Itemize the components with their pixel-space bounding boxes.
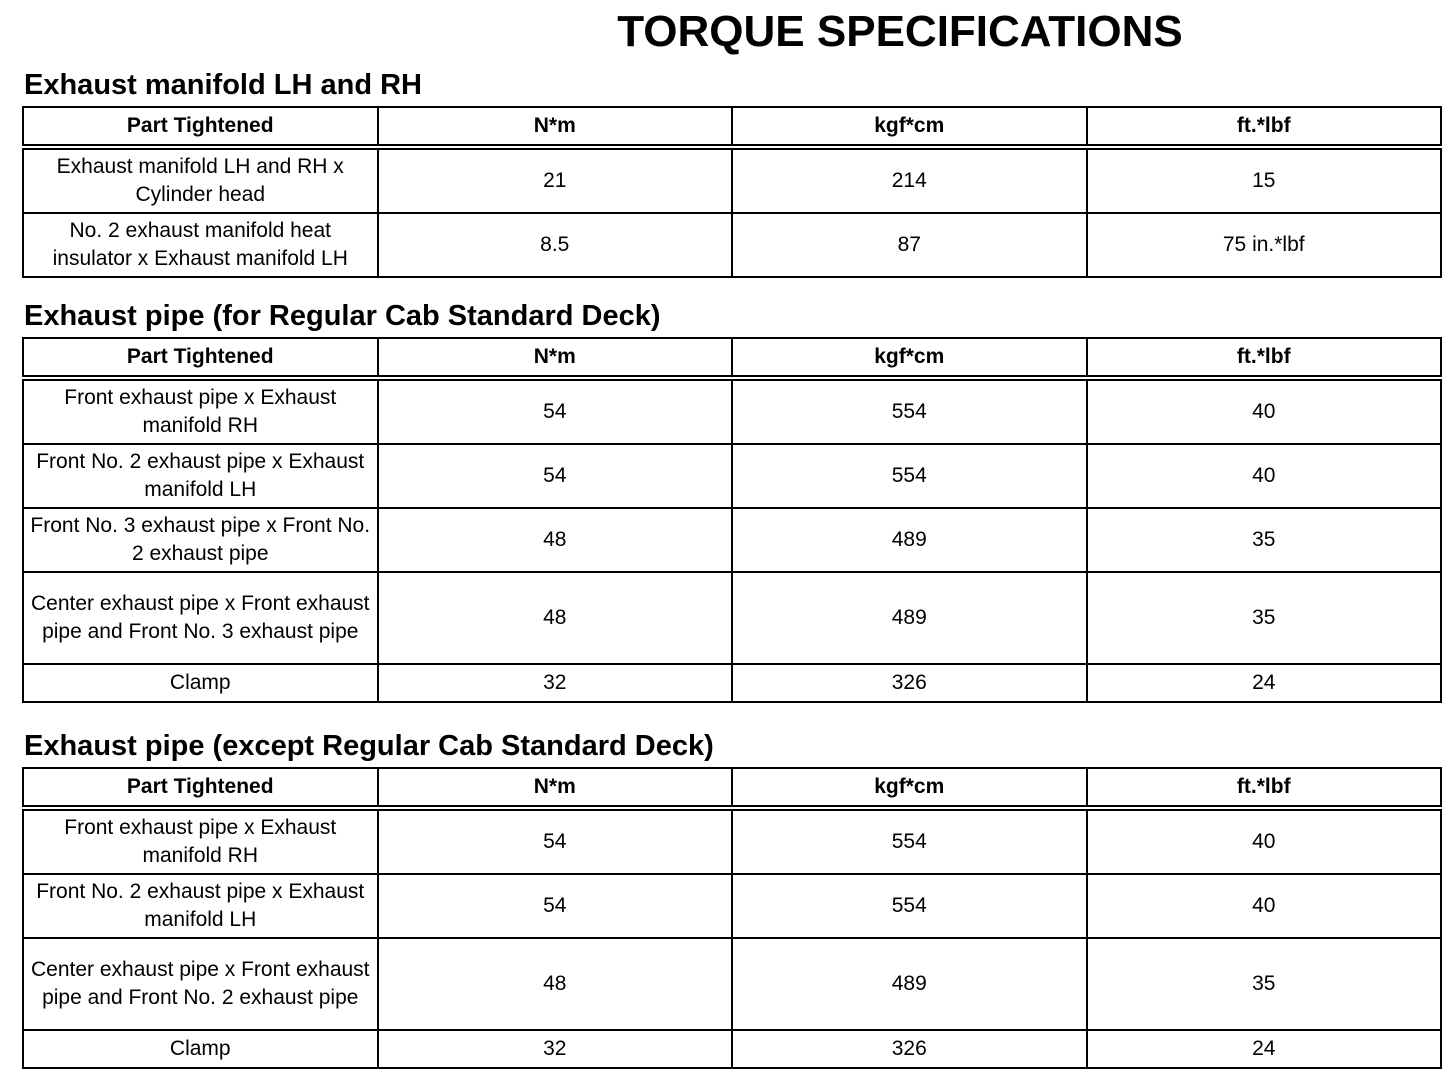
kgfcm-cell: 554	[732, 444, 1087, 508]
table-header-row	[23, 768, 1441, 808]
column-header-ftlbf: ft.*lbf	[1087, 338, 1442, 378]
column-header-nm: N*m	[378, 107, 733, 147]
kgfcm-cell: 326	[732, 1030, 1087, 1068]
column-header-nm: N*m	[378, 768, 733, 808]
table-row	[23, 444, 1441, 508]
nm-cell: 21	[378, 147, 733, 213]
part-cell: Center exhaust pipe x Front exhaust pipe and Front No. 2 exhaust pipe	[23, 938, 378, 1030]
nm-cell: 54	[378, 378, 733, 444]
column-header-kgfcm: kgf*cm	[732, 768, 1087, 808]
nm-cell: 54	[378, 444, 733, 508]
column-header-nm: N*m	[378, 338, 733, 378]
table-header-row	[23, 338, 1441, 378]
table-row	[23, 572, 1441, 664]
part-cell: Front No. 2 exhaust pipe x Exhaust manifold LH	[23, 444, 378, 508]
kgfcm-cell: 554	[732, 378, 1087, 444]
ftlbf-cell: 40	[1087, 378, 1442, 444]
part-cell: Front exhaust pipe x Exhaust manifold RH	[23, 808, 378, 874]
table-row	[23, 938, 1441, 1030]
part-cell: No. 2 exhaust manifold heat insulator x Exhaust manifold LH	[23, 213, 378, 277]
table-row	[23, 378, 1441, 444]
nm-cell: 8.5	[378, 213, 733, 277]
kgfcm-cell: 326	[732, 664, 1087, 702]
table-row	[23, 664, 1441, 702]
ftlbf-cell: 40	[1087, 444, 1442, 508]
nm-cell: 48	[378, 572, 733, 664]
kgfcm-cell: 87	[732, 213, 1087, 277]
ftlbf-cell: 24	[1087, 664, 1442, 702]
kgfcm-cell: 554	[732, 808, 1087, 874]
column-header-ftlbf: ft.*lbf	[1087, 768, 1442, 808]
section-heading-exhaust-pipe-except-regular-cab: Exhaust pipe (except Regular Cab Standard Deck)	[24, 730, 714, 762]
column-header-part: Part Tightened	[23, 107, 378, 147]
section-heading-exhaust-manifold: Exhaust manifold LH and RH	[24, 69, 422, 101]
ftlbf-cell: 35	[1087, 572, 1442, 664]
torque-table-exhaust-manifold	[22, 106, 1442, 278]
kgfcm-cell: 554	[732, 874, 1087, 938]
kgfcm-cell: 489	[732, 508, 1087, 572]
table-row	[23, 508, 1441, 572]
page-title: TORQUE SPECIFICATIONS	[617, 7, 1183, 56]
column-header-part: Part Tightened	[23, 338, 378, 378]
table-row	[23, 147, 1441, 213]
part-cell: Front No. 2 exhaust pipe x Exhaust manifold LH	[23, 874, 378, 938]
ftlbf-cell: 75 in.*lbf	[1087, 213, 1442, 277]
ftlbf-cell: 35	[1087, 938, 1442, 1030]
nm-cell: 32	[378, 664, 733, 702]
nm-cell: 54	[378, 808, 733, 874]
table-row	[23, 874, 1441, 938]
table-row	[23, 808, 1441, 874]
kgfcm-cell: 214	[732, 147, 1087, 213]
column-header-kgfcm: kgf*cm	[732, 107, 1087, 147]
part-cell: Front exhaust pipe x Exhaust manifold RH	[23, 378, 378, 444]
torque-table-exhaust-pipe-except-regular-cab	[22, 767, 1442, 1069]
part-cell: Front No. 3 exhaust pipe x Front No. 2 exhaust pipe	[23, 508, 378, 572]
ftlbf-cell: 40	[1087, 808, 1442, 874]
nm-cell: 54	[378, 874, 733, 938]
column-header-ftlbf: ft.*lbf	[1087, 107, 1442, 147]
column-header-part: Part Tightened	[23, 768, 378, 808]
ftlbf-cell: 35	[1087, 508, 1442, 572]
ftlbf-cell: 15	[1087, 147, 1442, 213]
part-cell: Exhaust manifold LH and RH x Cylinder head	[23, 147, 378, 213]
nm-cell: 32	[378, 1030, 733, 1068]
torque-table-exhaust-pipe-regular-cab	[22, 337, 1442, 703]
table-header-row	[23, 107, 1441, 147]
ftlbf-cell: 40	[1087, 874, 1442, 938]
nm-cell: 48	[378, 938, 733, 1030]
ftlbf-cell: 24	[1087, 1030, 1442, 1068]
section-heading-exhaust-pipe-regular-cab: Exhaust pipe (for Regular Cab Standard Deck)	[24, 300, 661, 332]
part-cell: Clamp	[23, 664, 378, 702]
table-row	[23, 213, 1441, 277]
kgfcm-cell: 489	[732, 572, 1087, 664]
column-header-kgfcm: kgf*cm	[732, 338, 1087, 378]
table-row	[23, 1030, 1441, 1068]
nm-cell: 48	[378, 508, 733, 572]
part-cell: Center exhaust pipe x Front exhaust pipe and Front No. 3 exhaust pipe	[23, 572, 378, 664]
part-cell: Clamp	[23, 1030, 378, 1068]
kgfcm-cell: 489	[732, 938, 1087, 1030]
